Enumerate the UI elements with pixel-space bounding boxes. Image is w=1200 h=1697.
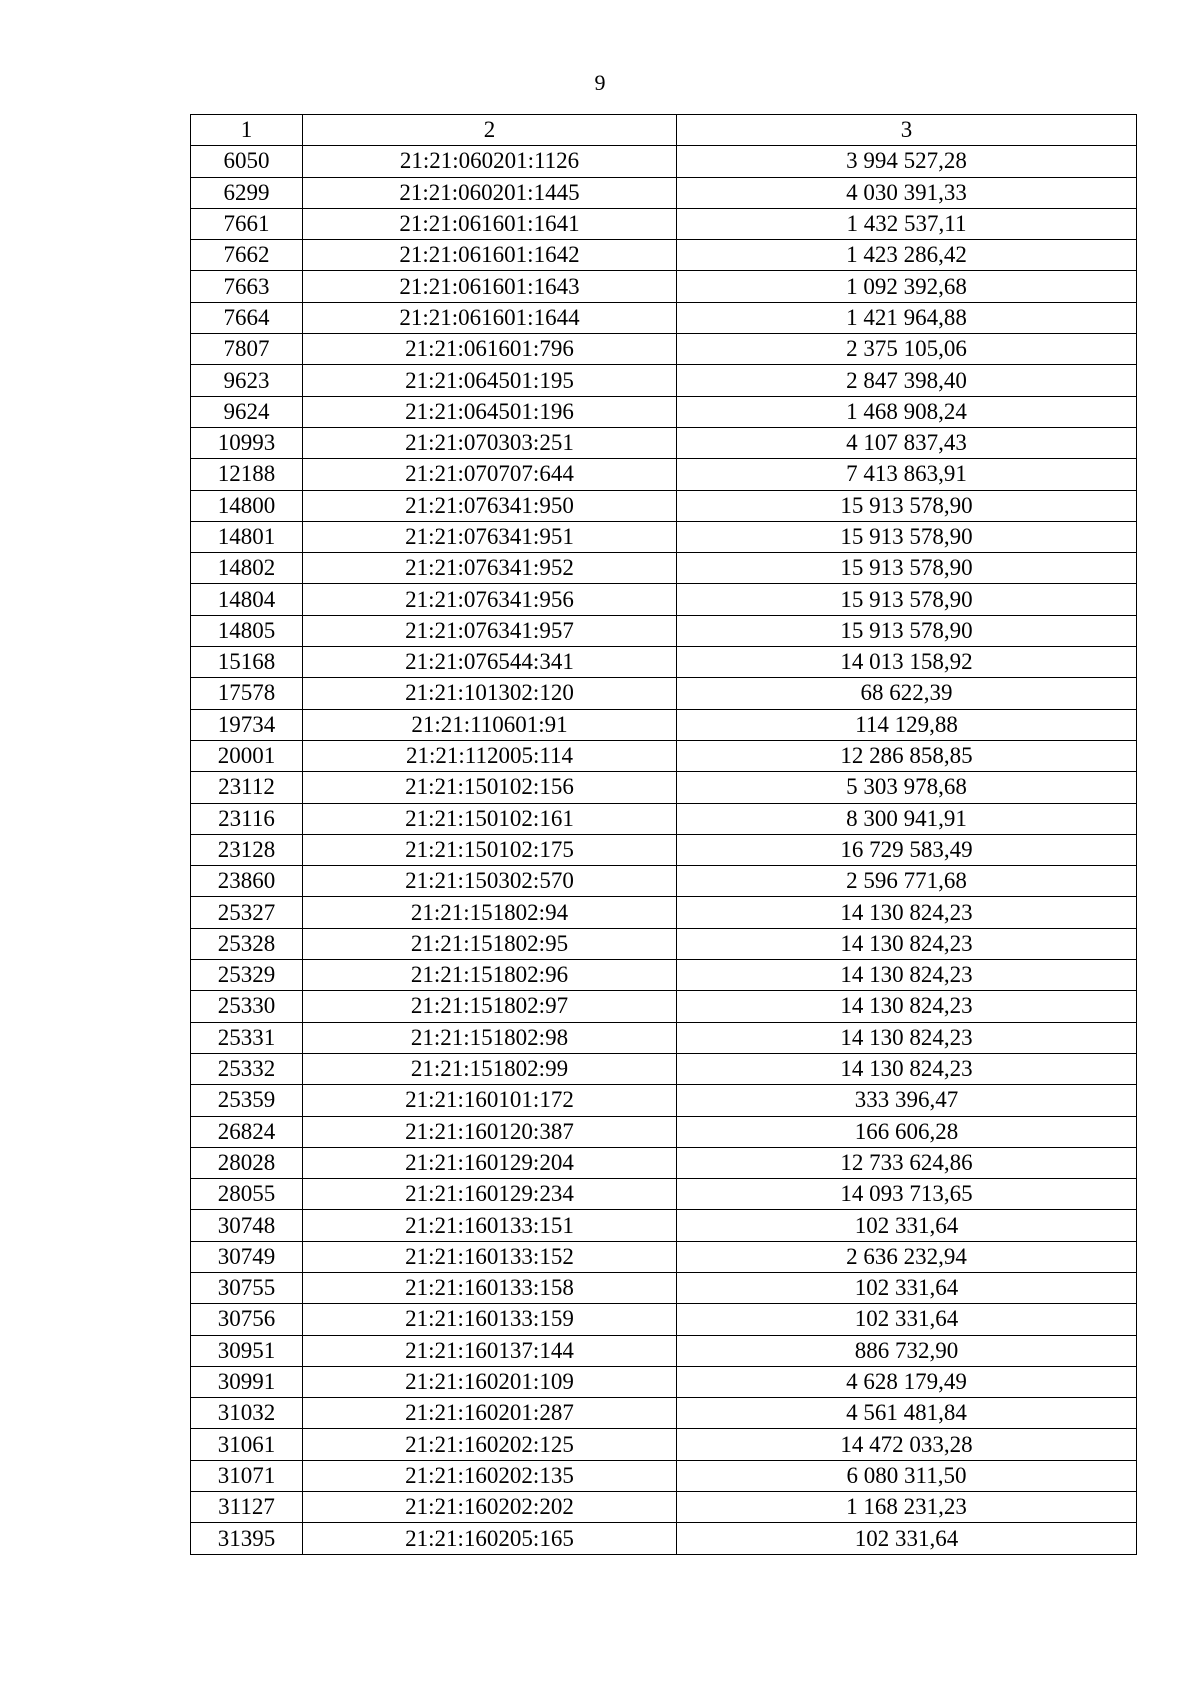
table-row [191, 1304, 1137, 1335]
table-row [191, 1366, 1137, 1397]
cadastral-number-cell: 21:21:060201:1445 [303, 177, 677, 208]
table-row [191, 1272, 1137, 1303]
row-number-cell: 17578 [191, 678, 303, 709]
table-row [191, 991, 1137, 1022]
value-cell: 886 732,90 [677, 1335, 1137, 1366]
value-cell: 16 729 583,49 [677, 834, 1137, 865]
value-cell: 2 375 105,06 [677, 334, 1137, 365]
table-row [191, 1335, 1137, 1366]
row-number-cell: 26824 [191, 1116, 303, 1147]
cadastral-number-cell: 21:21:061601:796 [303, 334, 677, 365]
row-number-cell: 14800 [191, 490, 303, 521]
cadastral-number-cell: 21:21:076341:952 [303, 553, 677, 584]
value-cell: 14 093 713,65 [677, 1179, 1137, 1210]
table-row [191, 208, 1137, 239]
cadastral-number-cell: 21:21:076341:957 [303, 615, 677, 646]
value-cell: 102 331,64 [677, 1304, 1137, 1335]
row-number-cell: 7664 [191, 302, 303, 333]
table-row [191, 647, 1137, 678]
table-row [191, 1492, 1137, 1523]
table-row [191, 615, 1137, 646]
value-cell: 15 913 578,90 [677, 553, 1137, 584]
cadastral-number-cell: 21:21:160133:158 [303, 1272, 677, 1303]
row-number-cell: 30749 [191, 1241, 303, 1272]
row-number-cell: 30756 [191, 1304, 303, 1335]
table-row [191, 240, 1137, 271]
table-header-row [191, 115, 1137, 146]
cadastral-number-cell: 21:21:110601:91 [303, 709, 677, 740]
table-row [191, 803, 1137, 834]
row-number-cell: 31127 [191, 1492, 303, 1523]
table-row [191, 302, 1137, 333]
row-number-cell: 6299 [191, 177, 303, 208]
row-number-cell: 23112 [191, 772, 303, 803]
value-cell: 1 421 964,88 [677, 302, 1137, 333]
row-number-cell: 14804 [191, 584, 303, 615]
row-number-cell: 12188 [191, 459, 303, 490]
cadastral-number-cell: 21:21:151802:98 [303, 1022, 677, 1053]
table-row [191, 1398, 1137, 1429]
cadastral-number-cell: 21:21:150302:570 [303, 866, 677, 897]
row-number-cell: 25332 [191, 1053, 303, 1084]
cadastral-number-cell: 21:21:061601:1641 [303, 208, 677, 239]
cadastral-number-cell: 21:21:160133:159 [303, 1304, 677, 1335]
table-row [191, 866, 1137, 897]
value-cell: 333 396,47 [677, 1085, 1137, 1116]
value-cell: 102 331,64 [677, 1523, 1137, 1554]
cadastral-number-cell: 21:21:061601:1642 [303, 240, 677, 271]
table-row [191, 960, 1137, 991]
value-cell: 68 622,39 [677, 678, 1137, 709]
table-body [191, 146, 1137, 1554]
value-cell: 12 733 624,86 [677, 1147, 1137, 1178]
value-cell: 15 913 578,90 [677, 490, 1137, 521]
page-number: 9 [594, 70, 606, 95]
row-number-cell: 30748 [191, 1210, 303, 1241]
row-number-cell: 30755 [191, 1272, 303, 1303]
cadastral-number-cell: 21:21:151802:95 [303, 928, 677, 959]
table-row [191, 490, 1137, 521]
table-row [191, 834, 1137, 865]
cadastral-number-cell: 21:21:160201:287 [303, 1398, 677, 1429]
row-number-cell: 28055 [191, 1179, 303, 1210]
value-cell: 14 013 158,92 [677, 647, 1137, 678]
value-cell: 8 300 941,91 [677, 803, 1137, 834]
value-cell: 7 413 863,91 [677, 459, 1137, 490]
cadastral-number-cell: 21:21:076341:950 [303, 490, 677, 521]
value-cell: 14 130 824,23 [677, 1053, 1137, 1084]
value-cell: 1 092 392,68 [677, 271, 1137, 302]
row-number-cell: 25329 [191, 960, 303, 991]
row-number-cell: 30991 [191, 1366, 303, 1397]
value-cell: 14 130 824,23 [677, 991, 1137, 1022]
table-row [191, 1460, 1137, 1491]
row-number-cell: 9624 [191, 396, 303, 427]
table-row [191, 365, 1137, 396]
data-table [190, 114, 1137, 1555]
cadastral-number-cell: 21:21:061601:1643 [303, 271, 677, 302]
column-header-2: 2 [303, 115, 677, 146]
value-cell: 4 107 837,43 [677, 427, 1137, 458]
table-row [191, 459, 1137, 490]
cadastral-number-cell: 21:21:160133:152 [303, 1241, 677, 1272]
row-number-cell: 31061 [191, 1429, 303, 1460]
table-row [191, 1022, 1137, 1053]
table-row [191, 740, 1137, 771]
row-number-cell: 10993 [191, 427, 303, 458]
table-row [191, 1523, 1137, 1554]
row-number-cell: 28028 [191, 1147, 303, 1178]
column-header-1: 1 [191, 115, 303, 146]
row-number-cell: 23116 [191, 803, 303, 834]
table-row [191, 1179, 1137, 1210]
cadastral-number-cell: 21:21:151802:97 [303, 991, 677, 1022]
table-row [191, 897, 1137, 928]
cadastral-number-cell: 21:21:070303:251 [303, 427, 677, 458]
cadastral-number-cell: 21:21:150102:161 [303, 803, 677, 834]
table-row [191, 271, 1137, 302]
value-cell: 15 913 578,90 [677, 615, 1137, 646]
row-number-cell: 31032 [191, 1398, 303, 1429]
row-number-cell: 7807 [191, 334, 303, 365]
value-cell: 15 913 578,90 [677, 521, 1137, 552]
table-row [191, 1429, 1137, 1460]
row-number-cell: 6050 [191, 146, 303, 177]
value-cell: 4 561 481,84 [677, 1398, 1137, 1429]
table-row [191, 177, 1137, 208]
cadastral-number-cell: 21:21:064501:195 [303, 365, 677, 396]
row-number-cell: 25327 [191, 897, 303, 928]
value-cell: 1 468 908,24 [677, 396, 1137, 427]
table-row [191, 146, 1137, 177]
cadastral-number-cell: 21:21:112005:114 [303, 740, 677, 771]
cadastral-number-cell: 21:21:061601:1644 [303, 302, 677, 333]
cadastral-number-cell: 21:21:076544:341 [303, 647, 677, 678]
cadastral-number-cell: 21:21:150102:175 [303, 834, 677, 865]
cadastral-number-cell: 21:21:151802:96 [303, 960, 677, 991]
value-cell: 14 130 824,23 [677, 1022, 1137, 1053]
value-cell: 114 129,88 [677, 709, 1137, 740]
table-row [191, 1116, 1137, 1147]
row-number-cell: 19734 [191, 709, 303, 740]
value-cell: 2 596 771,68 [677, 866, 1137, 897]
value-cell: 12 286 858,85 [677, 740, 1137, 771]
table-row [191, 1241, 1137, 1272]
value-cell: 6 080 311,50 [677, 1460, 1137, 1491]
table-row [191, 1053, 1137, 1084]
cadastral-number-cell: 21:21:101302:120 [303, 678, 677, 709]
cadastral-number-cell: 21:21:076341:951 [303, 521, 677, 552]
value-cell: 2 636 232,94 [677, 1241, 1137, 1272]
table-row [191, 553, 1137, 584]
table-row [191, 1147, 1137, 1178]
row-number-cell: 25331 [191, 1022, 303, 1053]
value-cell: 102 331,64 [677, 1210, 1137, 1241]
cadastral-number-cell: 21:21:151802:99 [303, 1053, 677, 1084]
cadastral-number-cell: 21:21:160205:165 [303, 1523, 677, 1554]
table-row [191, 584, 1137, 615]
value-cell: 102 331,64 [677, 1272, 1137, 1303]
row-number-cell: 9623 [191, 365, 303, 396]
value-cell: 4 030 391,33 [677, 177, 1137, 208]
table-row [191, 1085, 1137, 1116]
row-number-cell: 30951 [191, 1335, 303, 1366]
row-number-cell: 14805 [191, 615, 303, 646]
table-row [191, 928, 1137, 959]
cadastral-number-cell: 21:21:151802:94 [303, 897, 677, 928]
row-number-cell: 14802 [191, 553, 303, 584]
value-cell: 3 994 527,28 [677, 146, 1137, 177]
table-row [191, 709, 1137, 740]
cadastral-number-cell: 21:21:160101:172 [303, 1085, 677, 1116]
cadastral-number-cell: 21:21:160202:202 [303, 1492, 677, 1523]
value-cell: 14 130 824,23 [677, 960, 1137, 991]
table-row [191, 678, 1137, 709]
value-cell: 1 423 286,42 [677, 240, 1137, 271]
cadastral-number-cell: 21:21:060201:1126 [303, 146, 677, 177]
value-cell: 166 606,28 [677, 1116, 1137, 1147]
row-number-cell: 31395 [191, 1523, 303, 1554]
row-number-cell: 23128 [191, 834, 303, 865]
cadastral-number-cell: 21:21:160201:109 [303, 1366, 677, 1397]
row-number-cell: 25328 [191, 928, 303, 959]
table-row [191, 396, 1137, 427]
column-header-3: 3 [677, 115, 1137, 146]
table-row [191, 427, 1137, 458]
value-cell: 1 432 537,11 [677, 208, 1137, 239]
cadastral-number-cell: 21:21:070707:644 [303, 459, 677, 490]
table-row [191, 772, 1137, 803]
row-number-cell: 7662 [191, 240, 303, 271]
row-number-cell: 25330 [191, 991, 303, 1022]
table-row [191, 521, 1137, 552]
row-number-cell: 7663 [191, 271, 303, 302]
cadastral-number-cell: 21:21:150102:156 [303, 772, 677, 803]
value-cell: 4 628 179,49 [677, 1366, 1137, 1397]
row-number-cell: 31071 [191, 1460, 303, 1491]
table-row [191, 334, 1137, 365]
value-cell: 15 913 578,90 [677, 584, 1137, 615]
cadastral-number-cell: 21:21:064501:196 [303, 396, 677, 427]
cadastral-number-cell: 21:21:160129:234 [303, 1179, 677, 1210]
value-cell: 5 303 978,68 [677, 772, 1137, 803]
cadastral-number-cell: 21:21:160202:125 [303, 1429, 677, 1460]
value-cell: 1 168 231,23 [677, 1492, 1137, 1523]
row-number-cell: 20001 [191, 740, 303, 771]
cadastral-number-cell: 21:21:160133:151 [303, 1210, 677, 1241]
row-number-cell: 7661 [191, 208, 303, 239]
row-number-cell: 25359 [191, 1085, 303, 1116]
cadastral-number-cell: 21:21:160129:204 [303, 1147, 677, 1178]
value-cell: 14 130 824,23 [677, 897, 1137, 928]
value-cell: 14 130 824,23 [677, 928, 1137, 959]
cadastral-number-cell: 21:21:160202:135 [303, 1460, 677, 1491]
row-number-cell: 14801 [191, 521, 303, 552]
table-row [191, 1210, 1137, 1241]
row-number-cell: 23860 [191, 866, 303, 897]
cadastral-number-cell: 21:21:160137:144 [303, 1335, 677, 1366]
value-cell: 2 847 398,40 [677, 365, 1137, 396]
row-number-cell: 15168 [191, 647, 303, 678]
cadastral-number-cell: 21:21:160120:387 [303, 1116, 677, 1147]
cadastral-number-cell: 21:21:076341:956 [303, 584, 677, 615]
value-cell: 14 472 033,28 [677, 1429, 1137, 1460]
